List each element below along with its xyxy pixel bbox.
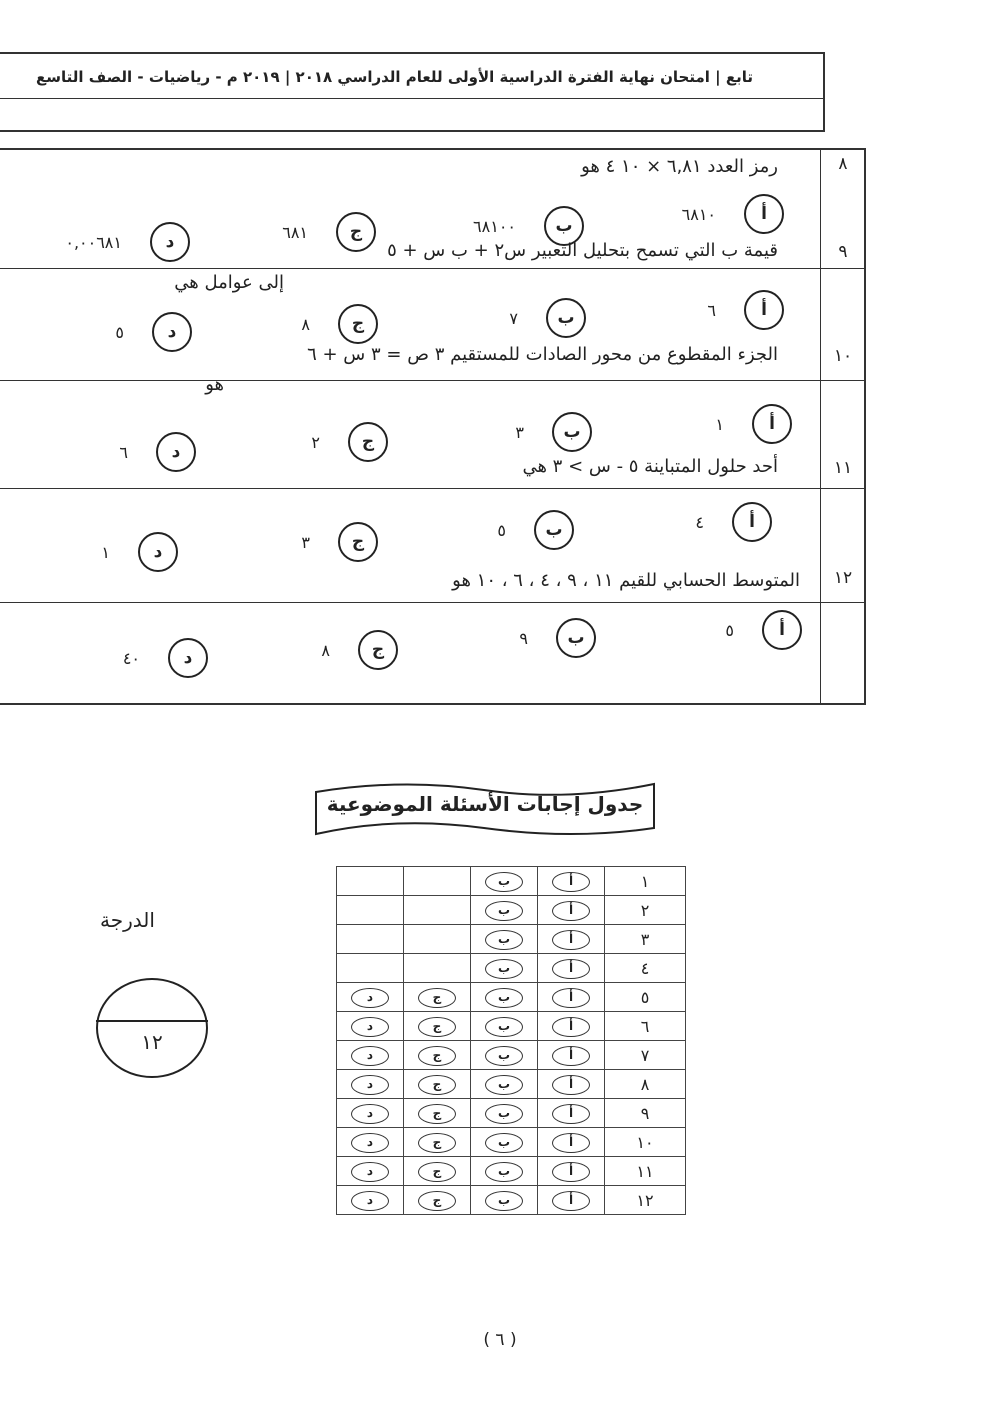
answer-bubble[interactable]: ج	[418, 1075, 456, 1095]
answer-cell	[471, 1099, 538, 1128]
answer-cell	[404, 1186, 471, 1215]
option-d[interactable]	[123, 638, 208, 678]
answer-bubble[interactable]: ب	[485, 1191, 523, 1211]
grade-circle	[96, 978, 208, 1078]
answer-cell	[538, 1012, 605, 1041]
answer-bubble[interactable]: د	[351, 1104, 389, 1124]
answer-cell	[337, 1157, 404, 1186]
option-value: ٦٨١	[282, 222, 308, 242]
option-value: ٦٨١٠٠	[473, 216, 516, 236]
option-value: ٦٨١٠	[681, 204, 716, 224]
option-d[interactable]	[119, 432, 196, 472]
answer-cell	[471, 867, 538, 896]
answer-row	[337, 925, 686, 954]
option-a[interactable]	[725, 610, 802, 650]
grade-total: ١٢	[141, 1030, 163, 1054]
answer-bubble[interactable]: ج	[418, 1017, 456, 1037]
row-divider	[0, 602, 864, 603]
option-value: ٢	[311, 432, 320, 452]
question-12	[0, 568, 864, 707]
option-letter: ب	[552, 412, 592, 452]
option-letter: ج	[338, 522, 378, 562]
header-divider	[0, 98, 823, 99]
option-c[interactable]	[282, 212, 376, 252]
answer-bubble[interactable]: أ	[552, 988, 590, 1008]
answer-cell	[538, 1099, 605, 1128]
option-letter: ب	[556, 618, 596, 658]
answer-row-number: ٧	[605, 1041, 686, 1070]
answer-row	[337, 896, 686, 925]
option-value: ٩	[519, 628, 528, 648]
answer-bubble[interactable]: ب	[485, 1017, 523, 1037]
grade-divider	[96, 1020, 208, 1022]
option-b[interactable]	[515, 412, 592, 452]
option-letter: ب	[534, 510, 574, 550]
option-value: ٣	[515, 422, 524, 442]
option-c[interactable]	[301, 304, 378, 344]
option-letter: د	[150, 222, 190, 262]
answer-row	[337, 1012, 686, 1041]
answer-bubble[interactable]: ج	[418, 1046, 456, 1066]
answer-table-title: جدول إجابات الأسئلة الموضوعية	[326, 792, 644, 816]
question-number: ٨	[838, 154, 848, 174]
answer-row-number: ١٢	[605, 1186, 686, 1215]
answer-cell	[538, 1157, 605, 1186]
answer-bubble[interactable]: ج	[418, 1191, 456, 1211]
option-letter: ج	[336, 212, 376, 252]
answer-bubble[interactable]: د	[351, 988, 389, 1008]
option-value: ٤٠	[122, 648, 140, 668]
question-text: الجزء المقطوع من محور الصادات للمستقيم ٣ ص = ٣ س + ٦	[307, 344, 778, 365]
option-letter: د	[152, 312, 192, 352]
option-value: ٤	[695, 512, 704, 532]
answer-cell	[471, 1012, 538, 1041]
answer-bubble[interactable]: أ	[552, 872, 590, 892]
answer-bubble[interactable]: ج	[418, 1162, 456, 1182]
question-number: ١١	[833, 458, 853, 478]
option-value: ١	[101, 542, 110, 562]
question-number: ١٢	[833, 568, 853, 588]
answer-cell	[471, 1128, 538, 1157]
answer-cell	[538, 983, 605, 1012]
answer-cell	[404, 867, 471, 896]
answer-row-number: ٨	[605, 1070, 686, 1099]
option-letter: ب	[544, 206, 584, 246]
answer-cell	[538, 896, 605, 925]
question-text: المتوسط الحسابي للقيم ١١ ، ٩ ، ٤ ، ٦ ، ١٠ هو	[452, 570, 800, 591]
question-text: رمز العدد ٦,٨١ × ١٠ ٤ هو	[581, 156, 778, 177]
answer-cell	[538, 1070, 605, 1099]
answer-bubble[interactable]: أ	[552, 1104, 590, 1124]
answer-bubble[interactable]: أ	[552, 1075, 590, 1095]
option-letter: د	[168, 638, 208, 678]
option-d[interactable]	[65, 222, 190, 262]
answer-cell	[538, 867, 605, 896]
option-value: ٨	[301, 314, 310, 334]
answer-cell	[538, 1128, 605, 1157]
answer-cell	[471, 1070, 538, 1099]
answer-table-title-banner	[312, 778, 658, 840]
answer-bubble[interactable]: ب	[485, 988, 523, 1008]
answer-cell	[538, 954, 605, 983]
answer-cell	[471, 896, 538, 925]
answer-cell	[337, 1070, 404, 1099]
option-value: ٥	[725, 620, 734, 640]
header-title: تابع | امتحان نهاية الفترة الدراسية الأولى للعام الدراسي ٢٠١٨ | ٢٠١٩ م - رياضيات - الصف التاسع	[36, 68, 753, 86]
row-divider	[0, 488, 864, 489]
option-letter: ب	[546, 298, 586, 338]
answer-cell	[538, 1041, 605, 1070]
option-letter: د	[138, 532, 178, 572]
question-text-line2: هو	[205, 374, 224, 395]
option-a[interactable]	[715, 404, 792, 444]
answer-cell	[404, 983, 471, 1012]
answer-cell	[404, 925, 471, 954]
option-value: ٦	[707, 300, 716, 320]
option-value: ٥	[115, 322, 124, 342]
option-b[interactable]	[509, 298, 586, 338]
option-c[interactable]	[301, 522, 378, 562]
answer-row-number: ٢	[605, 896, 686, 925]
answer-cell	[471, 925, 538, 954]
option-letter: د	[156, 432, 196, 472]
answer-bubble[interactable]: أ	[552, 930, 590, 950]
answer-bubble[interactable]: د	[351, 1162, 389, 1182]
answer-row	[337, 983, 686, 1012]
answer-row-number: ٤	[605, 954, 686, 983]
answer-bubble[interactable]: ب	[485, 1075, 523, 1095]
answer-row-number: ١	[605, 867, 686, 896]
question-number: ٩	[838, 242, 848, 262]
grade-label: الدرجة	[100, 908, 155, 932]
answer-bubble[interactable]: أ	[552, 901, 590, 921]
answer-bubble[interactable]: د	[351, 1046, 389, 1066]
page-number: ( ٦ )	[483, 1330, 517, 1350]
answer-row-number: ٣	[605, 925, 686, 954]
answer-cell	[404, 896, 471, 925]
option-c[interactable]	[311, 422, 388, 462]
answer-bubble[interactable]: د	[351, 1075, 389, 1095]
answer-cell	[404, 1012, 471, 1041]
questions-block	[0, 148, 866, 705]
row-divider	[0, 380, 864, 381]
answer-bubble[interactable]: أ	[552, 1017, 590, 1037]
answer-bubble[interactable]: ب	[485, 959, 523, 979]
option-d[interactable]	[101, 532, 178, 572]
option-letter: أ	[752, 404, 792, 444]
answer-bubble[interactable]: ب	[485, 930, 523, 950]
answer-bubble[interactable]: أ	[552, 1162, 590, 1182]
answer-cell	[337, 1041, 404, 1070]
answer-row-number: ٩	[605, 1099, 686, 1128]
answer-cell	[471, 983, 538, 1012]
option-value: ٠,٠٠٦٨١	[65, 232, 122, 252]
option-letter: ج	[348, 422, 388, 462]
answer-cell	[337, 954, 404, 983]
answer-bubble[interactable]: أ	[552, 959, 590, 979]
option-value: ٨	[321, 640, 330, 660]
option-b[interactable]	[519, 618, 596, 658]
option-value: ٥	[497, 520, 506, 540]
answer-cell	[471, 1157, 538, 1186]
answer-cell	[337, 1128, 404, 1157]
answer-cell	[538, 925, 605, 954]
answer-row-number: ١٠	[605, 1128, 686, 1157]
answer-row	[337, 1099, 686, 1128]
answer-cell	[404, 1128, 471, 1157]
question-number: ١٠	[833, 346, 853, 366]
answer-row-number: ٥	[605, 983, 686, 1012]
answer-cell	[337, 1186, 404, 1215]
option-letter: أ	[744, 194, 784, 234]
answer-bubble[interactable]: ج	[418, 988, 456, 1008]
answer-row	[337, 954, 686, 983]
option-c[interactable]	[321, 630, 398, 670]
answer-bubble[interactable]: ب	[485, 1046, 523, 1066]
question-text-line2: إلى عوامل هي	[174, 272, 284, 293]
option-value: ٦	[119, 442, 128, 462]
answer-bubble[interactable]: ب	[485, 901, 523, 921]
option-letter: ج	[358, 630, 398, 670]
answer-cell	[337, 867, 404, 896]
answer-cell	[404, 1070, 471, 1099]
answer-bubble[interactable]: ج	[418, 1104, 456, 1124]
exam-header	[0, 52, 825, 132]
answer-bubble[interactable]: د	[351, 1191, 389, 1211]
answer-row	[337, 1128, 686, 1157]
answer-row	[337, 1041, 686, 1070]
answer-cell	[404, 1157, 471, 1186]
option-letter: أ	[744, 290, 784, 330]
option-a[interactable]	[682, 194, 784, 234]
question-text: قيمة ب التي تسمح بتحليل التعبير س٢ + ب س + ٥	[387, 240, 778, 261]
answer-bubble[interactable]: د	[351, 1017, 389, 1037]
answer-row	[337, 1186, 686, 1215]
answer-cell	[404, 1041, 471, 1070]
answer-bubble[interactable]: أ	[552, 1133, 590, 1153]
answer-bubble[interactable]: أ	[552, 1191, 590, 1211]
answer-row	[337, 867, 686, 896]
option-letter: أ	[732, 502, 772, 542]
answer-row	[337, 1070, 686, 1099]
answer-bubble[interactable]: ب	[485, 1162, 523, 1182]
row-divider	[0, 268, 864, 269]
answer-cell	[337, 1012, 404, 1041]
option-value: ٣	[301, 532, 310, 552]
option-value: ٧	[509, 308, 518, 328]
answer-bubble[interactable]: ب	[485, 1133, 523, 1153]
answer-cell	[404, 1099, 471, 1128]
answer-cell	[337, 1099, 404, 1128]
option-d[interactable]	[115, 312, 192, 352]
option-letter: أ	[762, 610, 802, 650]
answer-cell	[404, 954, 471, 983]
answer-row-number: ١١	[605, 1157, 686, 1186]
answer-cell	[471, 1186, 538, 1215]
answer-cell	[471, 1041, 538, 1070]
answer-bubble[interactable]: د	[351, 1133, 389, 1153]
option-letter: ج	[338, 304, 378, 344]
answer-row-number: ٦	[605, 1012, 686, 1041]
answer-cell	[538, 1186, 605, 1215]
answer-grid	[336, 866, 686, 1215]
answer-cell	[337, 896, 404, 925]
answer-cell	[471, 954, 538, 983]
option-b[interactable]	[497, 510, 574, 550]
answer-bubble[interactable]: ب	[485, 872, 523, 892]
answer-cell	[337, 983, 404, 1012]
answer-cell	[337, 925, 404, 954]
option-a[interactable]	[695, 502, 772, 542]
option-a[interactable]	[707, 290, 784, 330]
question-text: أحد حلول المتباينة ٥ - س > ٣ هي	[522, 456, 778, 477]
answer-bubble[interactable]: أ	[552, 1046, 590, 1066]
answer-row	[337, 1157, 686, 1186]
answer-bubble[interactable]: ب	[485, 1104, 523, 1124]
answer-bubble[interactable]: ج	[418, 1133, 456, 1153]
option-value: ١	[715, 414, 724, 434]
